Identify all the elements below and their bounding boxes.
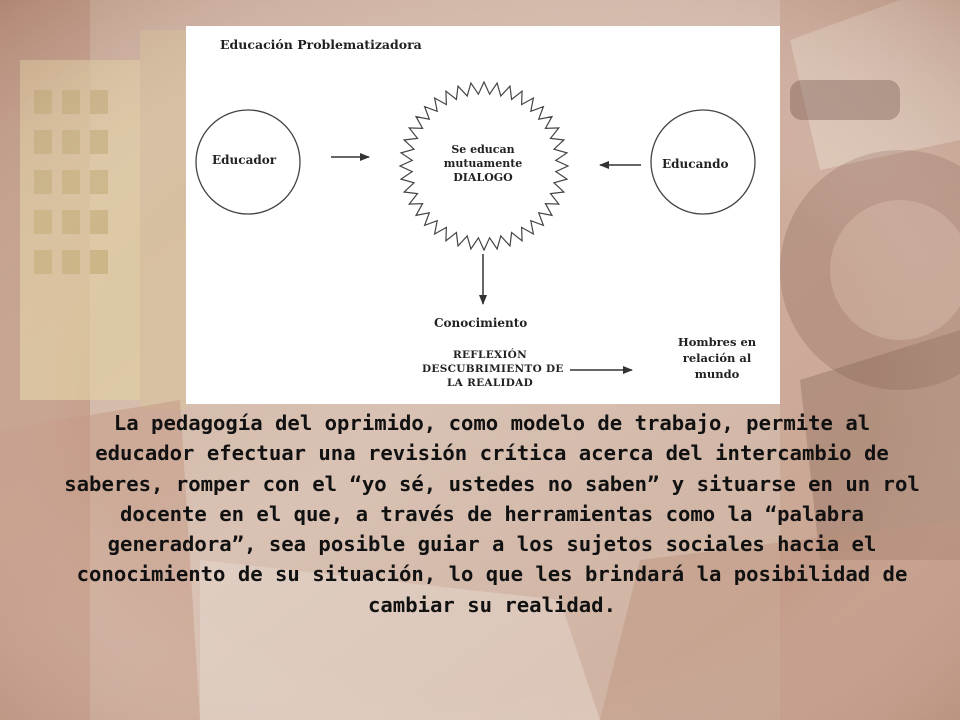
diagram-panel xyxy=(186,26,780,404)
diagram-title: Educación Problematizadora xyxy=(220,37,422,52)
process-label xyxy=(422,348,564,390)
body-paragraph: La pedagogía del oprimido, como modelo de trabajo, permite al educador efectuar una revisión crítica acerca del intercambio de saberes, romper con el “yo sé, ustedes no saben” y situarse en un rol docente en el que, a través de herramientas como la “palabra generadora”, sea posible guiar a los sujetos sociales hacia el conocimiento de su situación, lo que les brindará la posibilidad de cambiar su realidad. xyxy=(64,411,920,617)
process-line-3: LA REALIDAD xyxy=(446,377,533,389)
outcome-line-3: mundo xyxy=(694,367,740,381)
center-label xyxy=(433,143,533,185)
knowledge-label: Conocimiento xyxy=(434,316,528,330)
process-line-2: DESCUBRIMIENTO DE xyxy=(422,363,564,375)
outcome-line-1: Hombres en xyxy=(677,335,757,349)
learner-label: Educando xyxy=(662,157,729,171)
center-line-1: Se educan xyxy=(451,143,515,156)
center-line-2: mutuamente xyxy=(443,157,523,170)
outcome-line-2: relación al xyxy=(682,351,752,365)
educator-label: Educador xyxy=(212,153,277,167)
outcome-label xyxy=(672,334,762,382)
center-line-3: DIALOGO xyxy=(453,171,513,184)
process-line-1: REFLEXIÓN xyxy=(452,349,528,361)
